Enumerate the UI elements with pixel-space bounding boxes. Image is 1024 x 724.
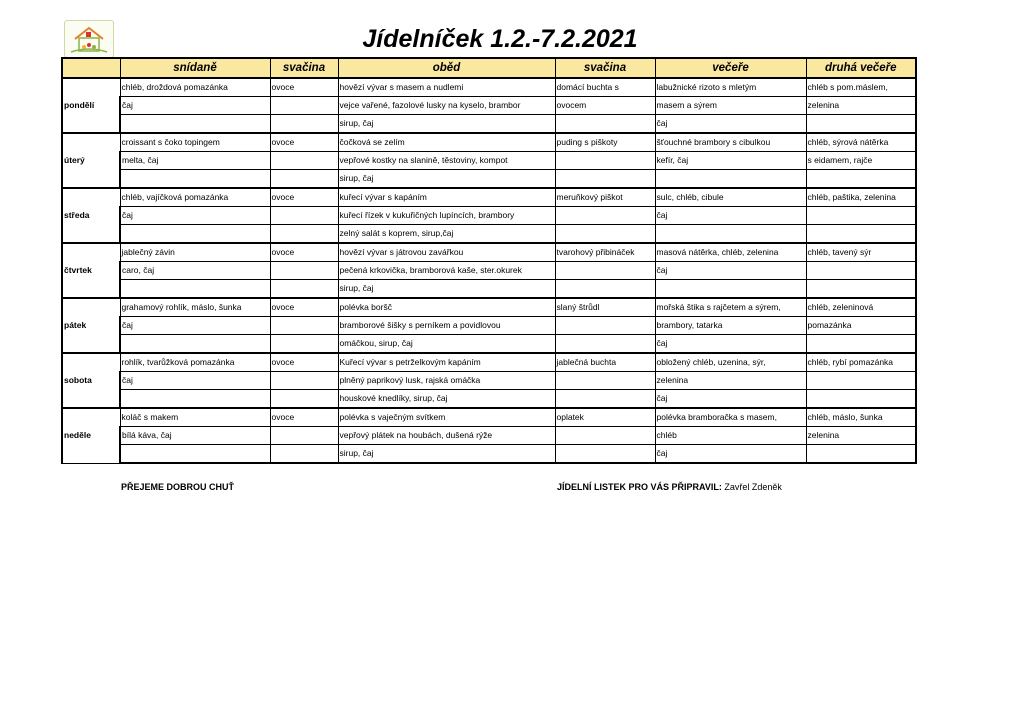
menu-cell [806,445,916,464]
menu-cell: ovocem [555,97,655,115]
menu-cell [120,225,270,244]
menu-cell [120,335,270,354]
menu-cell: čaj [120,97,270,115]
table-row [62,408,916,427]
footer-author-label: JÍDELNÍ LISTEK PRO VÁS PŘIPRAVIL: [557,482,722,492]
menu-cell [120,390,270,409]
menu-cell: zelenina [806,97,916,115]
menu-cell: hovězí vývar s masem a nudlemi [338,78,555,97]
menu-cell [555,225,655,244]
menu-cell [655,280,806,299]
header-corner [62,58,120,78]
menu-cell: ovoce [270,298,338,317]
menu-cell [555,207,655,225]
menu-cell: slaný štrůdl [555,298,655,317]
day-label: úterý [62,133,120,188]
menu-cell [270,317,338,335]
menu-cell [270,427,338,445]
menu-cell: sirup, čaj [338,115,555,134]
menu-cell: chléb, zeleninová [806,298,916,317]
menu-cell: domácí buchta s [555,78,655,97]
menu-cell [555,280,655,299]
menu-cell [270,170,338,189]
table-row [62,353,916,372]
menu-cell [555,317,655,335]
menu-cell: polévka boršč [338,298,555,317]
menu-cell: kuřecí řízek v kukuřičných lupíncích, brambory [338,207,555,225]
menu-cell [270,225,338,244]
menu-cell: ovoce [270,408,338,427]
menu-cell [270,97,338,115]
menu-cell [806,390,916,409]
menu-cell: hovězí vývar s játrovou zavářkou [338,243,555,262]
menu-cell: zelenina [655,372,806,390]
menu-cell [270,115,338,134]
menu-cell: ovoce [270,78,338,97]
menu-cell: caro, čaj [120,262,270,280]
table-row [62,78,916,97]
house-logo-icon [64,20,114,58]
menu-cell: plněný paprikový lusk, rajská omáčka [338,372,555,390]
menu-cell: melta, čaj [120,152,270,170]
footer-author-name: Zavřel Zdeněk [721,482,782,492]
menu-cell: houskové knedlíky, sirup, čaj [338,390,555,409]
menu-cell [806,335,916,354]
menu-cell [555,170,655,189]
table-row [62,390,916,409]
table-row [62,243,916,262]
menu-cell: croissant s čoko topingem [120,133,270,152]
menu-cell: masová nátěrka, chléb, zelenina [655,243,806,262]
menu-cell: ovoce [270,243,338,262]
menu-cell: brambory, tatarka [655,317,806,335]
menu-cell: čaj [120,372,270,390]
menu-cell: chléb [655,427,806,445]
menu-cell [270,152,338,170]
table-row [62,445,916,464]
menu-cell: ovoce [270,133,338,152]
day-label: pátek [62,298,120,353]
footer-greeting: PŘEJEME DOBROU CHUŤ [121,482,235,492]
menu-cell [806,170,916,189]
table-row [62,298,916,317]
table-row [62,133,916,152]
menu-cell: rohlík, tvarůžková pomazánka [120,353,270,372]
table-row [62,262,916,280]
menu-cell: chléb, vajíčková pomazánka [120,188,270,207]
menu-cell: chléb, máslo, šunka [806,408,916,427]
menu-cell: polévka s vaječným svítkem [338,408,555,427]
header-svacina-1: svačina [270,58,338,78]
day-label: středa [62,188,120,243]
menu-cell [270,390,338,409]
menu-cell [655,170,806,189]
menu-cell: Kuřecí vývar s petrželkovým kapáním [338,353,555,372]
table-row [62,207,916,225]
table-row [62,427,916,445]
menu-cell: sulc, chléb, cibule [655,188,806,207]
menu-cell: grahamový rohlík, máslo, šunka [120,298,270,317]
table-row [62,335,916,354]
menu-cell: pomazánka [806,317,916,335]
table-row [62,152,916,170]
menu-cell: masem a sýrem [655,97,806,115]
menu-cell: šťouchné brambory s cibulkou [655,133,806,152]
menu-cell: vejce vařené, fazolové lusky na kyselo, brambor [338,97,555,115]
menu-cell [120,115,270,134]
menu-cell [270,207,338,225]
menu-cell: sirup, čaj [338,170,555,189]
menu-cell: sirup, čaj [338,445,555,464]
header-obed: oběd [338,58,555,78]
menu-cell [555,445,655,464]
menu-cell: vepřový plátek na houbách, dušená rýže [338,427,555,445]
header-svacina-2: svačina [555,58,655,78]
menu-cell: čaj [655,262,806,280]
menu-cell [270,445,338,464]
menu-cell [655,225,806,244]
table-row [62,170,916,189]
menu-cell: čaj [120,317,270,335]
table-row [62,115,916,134]
menu-cell [120,280,270,299]
page-title: Jídelníček 1.2.-7.2.2021 [362,25,638,53]
menu-cell [555,152,655,170]
menu-cell [120,170,270,189]
menu-cell: zelenina [806,427,916,445]
menu-cell: kefír, čaj [655,152,806,170]
menu-cell: čaj [120,207,270,225]
menu-cell: jablečný závin [120,243,270,262]
menu-cell: čaj [655,115,806,134]
menu-cell [555,335,655,354]
menu-cell: kuřecí vývar s kapáním [338,188,555,207]
menu-cell: sirup, čaj [338,280,555,299]
menu-cell: s eidamem, rajče [806,152,916,170]
menu-table [61,57,917,464]
menu-cell: obložený chléb, uzenina, sýr, [655,353,806,372]
menu-cell [270,372,338,390]
menu-cell: čaj [655,445,806,464]
header-row [62,58,916,78]
menu-cell [555,115,655,134]
table-row [62,225,916,244]
table-row [62,280,916,299]
menu-cell: čaj [655,335,806,354]
day-label: neděle [62,408,120,463]
menu-cell [270,335,338,354]
menu-cell: mořská štika s rajčetem a sýrem, [655,298,806,317]
menu-cell [806,115,916,134]
menu-cell: vepřové kostky na slanině, těstoviny, kompot [338,152,555,170]
day-label: pondělí [62,78,120,133]
menu-cell [806,280,916,299]
menu-cell: čaj [655,207,806,225]
menu-cell: čočková se zelím [338,133,555,152]
menu-cell: zelný salát s koprem, sirup,čaj [338,225,555,244]
menu-cell: chléb, droždová pomazánka [120,78,270,97]
menu-cell [806,225,916,244]
menu-cell: chléb, paštika, zelenina [806,188,916,207]
menu-cell [806,372,916,390]
day-label: čtvrtek [62,243,120,298]
menu-cell: pečená krkovička, bramborová kaše, ster.okurek [338,262,555,280]
menu-cell [270,262,338,280]
menu-cell [555,390,655,409]
menu-cell: meruňkový piškot [555,188,655,207]
menu-cell: chléb, sýrová nátěrka [806,133,916,152]
menu-cell: oplatek [555,408,655,427]
menu-cell: koláč s makem [120,408,270,427]
menu-cell [806,207,916,225]
footer-author [557,482,782,492]
menu-body [62,78,916,463]
menu-cell: bílá káva, čaj [120,427,270,445]
menu-cell: chléb, tavený sýr [806,243,916,262]
table-row [62,188,916,207]
menu-cell: ovoce [270,353,338,372]
menu-cell: tvarohový přibináček [555,243,655,262]
menu-cell: chléb s pom.máslem, [806,78,916,97]
menu-cell [806,262,916,280]
menu-cell: ovoce [270,188,338,207]
table-row [62,317,916,335]
menu-cell: omáčkou, sirup, čaj [338,335,555,354]
menu-cell: polévka bramboračka s masem, [655,408,806,427]
menu-cell: čaj [655,390,806,409]
menu-cell: chléb, rybí pomazánka [806,353,916,372]
header-druha-vecere: druhá večeře [806,58,916,78]
menu-cell [555,427,655,445]
menu-cell: labužnické rizoto s mletým [655,78,806,97]
menu-cell: puding s piškoty [555,133,655,152]
table-row [62,372,916,390]
menu-cell: jablečná buchta [555,353,655,372]
menu-cell: bramborové šišky s perníkem a povidlovou [338,317,555,335]
menu-cell [555,372,655,390]
menu-cell [270,280,338,299]
menu-cell [555,262,655,280]
header-vecere: večeře [655,58,806,78]
table-row [62,97,916,115]
menu-cell [120,445,270,464]
header-snidane: snídaně [120,58,270,78]
day-label: sobota [62,353,120,408]
